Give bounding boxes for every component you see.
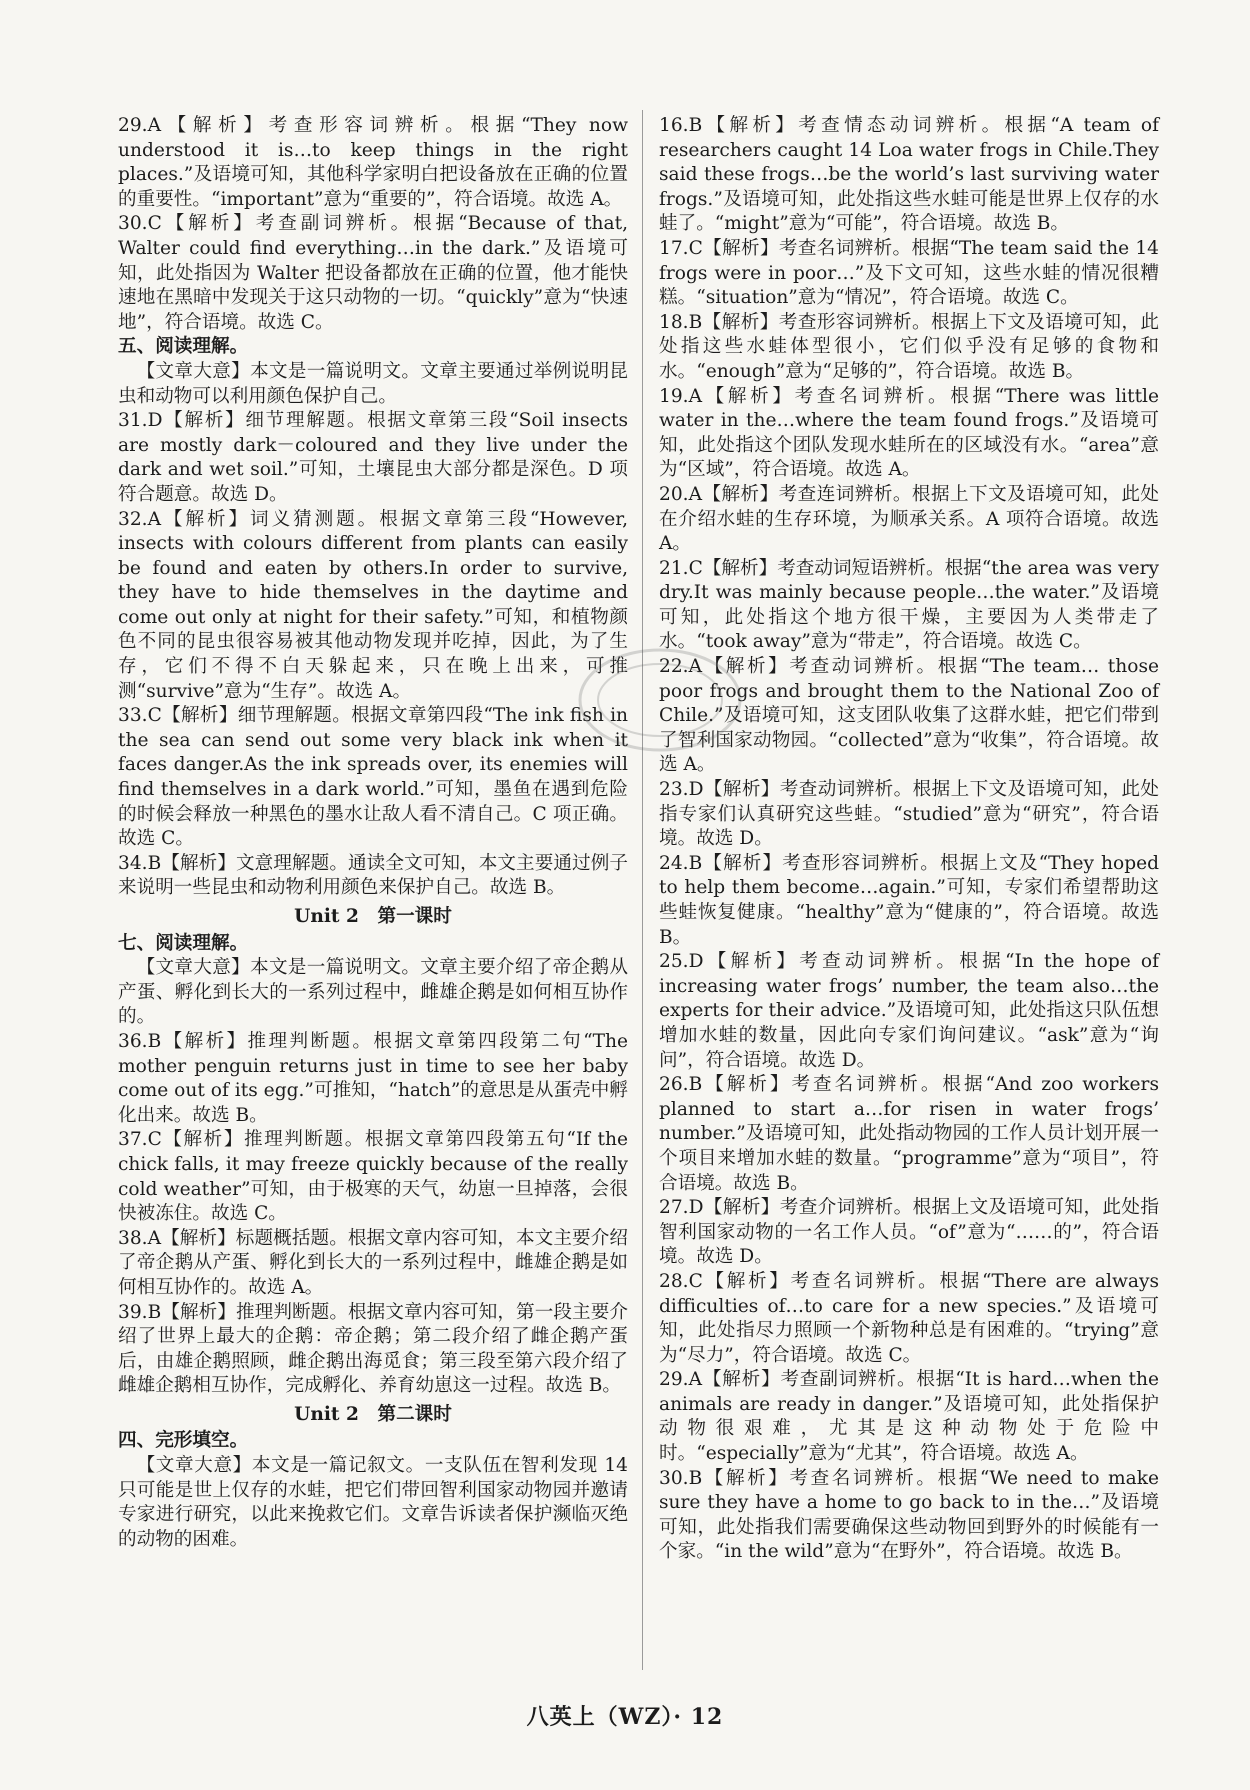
answer-item [659, 311, 1159, 385]
answer-number: 17.C [659, 237, 703, 259]
answer-number: 29.A [659, 1369, 702, 1391]
answer-item [118, 114, 628, 212]
answer-number: 26.B [659, 1074, 703, 1096]
answer-explanation: 【解析】标题概括题。根据文章内容可知，本文主要介绍了帝企鹅从产蛋、孵化到长大的一系列过程中，雌雄企鹅是如何相互协作的。故选 A。 [118, 1227, 628, 1298]
answer-explanation: 【解析】推理判断题。根据文章内容可知，第一段主要介绍了世界上最大的企鹅：帝企鹅；第二段介绍了雌企鹅产蛋后，由雄企鹅照顾，雌企鹅出海觅食；第三段至第六段介绍了雌雄企鹅相互协作，完成孵化、养育幼崽这一过程。故选 B。 [118, 1301, 628, 1397]
answer-number: 32.A [118, 508, 161, 530]
answer-explanation: 【解析】细节理解题。根据文章第四段“The ink fish in the sea can send out some very black ink when it faces danger.As the ink spreads over, its enemies will find themselves in a dark world.”可知，墨鱼在遇到危险的时候会释放一种黑色的墨水让敌人看不清自己。C 项正确。故选 C。 [118, 705, 628, 850]
answer-number: 24.B [659, 852, 703, 874]
answer-number: 28.C [659, 1270, 703, 1292]
right-column [659, 114, 1159, 1565]
answer-number: 33.C [118, 705, 162, 727]
answer-number: 30.C [118, 213, 162, 235]
answer-item [118, 852, 628, 901]
answer-explanation: 【解析】词义猜测题。根据文章第三段“However, insects with colours different from plants can easily be found and eaten by others.In order to survive, they have to hide themselves in the daytime and come out only at night for their safety.”可知，和植物颜色不同的昆虫很容易被其他动物发现并吃掉，因此，为了生存，它们不得不白天躲起来，只在晚上出来，可推测“survive”意为“生存”。故选 A。 [118, 508, 628, 702]
unit-heading: Unit 2 第二课时 [294, 1403, 452, 1425]
answer-number: 19.A [659, 385, 702, 407]
answer-item [659, 1270, 1159, 1368]
answer-item [659, 1196, 1159, 1270]
answer-number: 25.D [659, 951, 704, 973]
answer-item [659, 1073, 1159, 1196]
column-divider [642, 110, 643, 1670]
answer-item [659, 1368, 1159, 1466]
answer-number: 36.B [118, 1030, 162, 1052]
answer-item [659, 483, 1159, 557]
answer-item [118, 1030, 628, 1128]
answer-number: 34.B [118, 852, 162, 874]
section-heading: 四、完形填空。 [118, 1430, 249, 1452]
answer-explanation: 【解析】推理判断题。根据文章第四段第五句“If the chick falls, it may freeze quickly because of the really cold weather”可知，由于极寒的天气，幼崽一旦掉落，会很快被冻住。故选 C。 [118, 1129, 628, 1225]
section-heading: 七、阅读理解。 [118, 932, 249, 954]
answer-number: 30.B [659, 1467, 703, 1489]
left-column [118, 114, 628, 1552]
answer-item [659, 778, 1159, 852]
answer-item [118, 409, 628, 507]
answer-explanation: 【解析】考查形容词辨析。根据上文及“They hoped to help them become…again.”可知，专家们希望帮助这些蛙恢复健康。“healthy”意为“健康的”，符合语境。故选 B。 [659, 852, 1159, 948]
answer-explanation: 【解析】考查动词短语辨析。根据“the area was very dry.It was mainly because people…the water.”及语境可知，此处指这个地方很干燥，主要因为人类带走了水。“took away”意为“带走”，符合语境。故选 C。 [659, 557, 1159, 653]
answer-number: 38.A [118, 1227, 161, 1249]
answer-explanation: 【解析】考查名词辨析。根据“We need to make sure they have a home to go back to in the…”及语境可知，此处指我们需要确保这些动物回到野外的时候能有一个家。“in the wild”意为“在野外”，符合语境。故选 B。 [659, 1467, 1159, 1563]
answer-explanation: 【解析】考查名词辨析。根据“And zoo workers planned to start a…for risen in water frogs’ number.”及语境可知，此处指动物园的工作人员计划开展一个项目来增加水蛙的数量。“programme”意为“项目”，符合语境。故选 B。 [659, 1074, 1159, 1194]
answer-number: 29.A [118, 115, 161, 136]
watermark-stamp [570, 640, 750, 760]
article-summary: 【文章大意】本文是一篇记叙文。一支队伍在智利发现 14 只可能是世上仅存的水蛙，把它们带回智利国家动物园并邀请专家进行研究，以此来挽救它们。文章告诉读者保护濒临灭绝的动物的困难。 [118, 1455, 628, 1550]
answer-explanation: 【解析】考查副词辨析。根据“Because of that, Walter could find everything…in the dark.”及语境可知，此处指因为 Walter 把设备都放在正确的位置，他才能快速地在黑暗中发现关于这只动物的一切。“quickly”意为“快速地”，符合语境。故选 C。 [118, 213, 628, 333]
answer-explanation: 【解析】考查动词辨析。根据“The team… those poor frogs and brought them to the National Zoo of Chile.”及语境可知，这支团队收集了这群水蛙，把它们带到了智利国家动物园。“collected”意为“收集”，符合语境。故选 A。 [659, 656, 1159, 776]
answer-explanation: 【解析】考查形容词辨析。根据“They now understood it is…to keep things in the right places.”及语境可知，其他科学家明白把设备放在正确的位置的重要性。“important”意为“重要的”，符合语境。故选 A。 [118, 115, 628, 210]
article-summary: 【文章大意】本文是一篇说明文。文章主要通过举例说明昆虫和动物可以利用颜色保护自己。 [118, 360, 628, 407]
answer-explanation: 【解析】考查名词辨析。根据“The team said the 14 frogs were in poor…”及下文可知，这些水蛙的情况很糟糕。“situation”意为“情况”，符合语境。故选 C。 [659, 237, 1159, 309]
answer-item [118, 508, 628, 705]
answer-explanation: 【解析】考查名词辨析。根据“There are always difficulties of…to care for a new species.”及语境可知，此处指尽力照顾一个新物种总是有困难的。“trying”意为“尽力”，符合语境。故选 C。 [659, 1270, 1159, 1366]
answer-item [118, 1227, 628, 1301]
answer-item [659, 237, 1159, 311]
answer-number: 23.D [659, 779, 704, 801]
answer-number: 27.D [659, 1197, 704, 1219]
answer-explanation: 【解析】考查名词辨析。根据“There was little water in the…where the team found frogs.”及语境可知，此处指这个团队发现水蛙所在的区域没有水。“area”意为“区域”，符合语境。故选 A。 [659, 385, 1159, 481]
answer-item [118, 704, 628, 852]
answer-number: 18.B [659, 311, 703, 333]
answer-item [659, 852, 1159, 950]
answer-item [659, 114, 1159, 237]
answer-number: 21.C [659, 557, 703, 579]
answer-explanation: 【解析】细节理解题。根据文章第三段“Soil insects are mostly dark－coloured and they live under the dark and wet soil.”可知，土壤昆虫大部分都是深色。D 项符合题意。故选 D。 [118, 410, 628, 505]
answer-item [659, 385, 1159, 483]
answer-number: 31.D [118, 410, 163, 432]
unit-heading: Unit 2 第一课时 [294, 906, 452, 927]
page-footer: 八英上（WZ）· 12 [526, 1704, 724, 1730]
answer-item [659, 1467, 1159, 1565]
section-heading: 五、阅读理解。 [118, 336, 249, 358]
answer-explanation: 【解析】考查形容词辨析。根据上下文及语境可知，此处指这些水蛙体型很小，它们似乎没有足够的食物和水。“enough”意为“足够的”，符合语境。故选 B。 [659, 311, 1159, 382]
answer-explanation: 【解析】考查连词辨析。根据上下文及语境可知，此处在介绍水蛙的生存环境，为顺承关系。A 项符合语境。故选 A。 [659, 483, 1159, 555]
answer-item [659, 950, 1159, 1073]
answer-explanation: 【解析】推理判断题。根据文章第四段第二句“The mother penguin returns just in time to see her baby come out of its egg.”可推知，“hatch”的意思是从蛋壳中孵化出来。故选 B。 [118, 1030, 628, 1126]
answer-number: 37.C [118, 1129, 162, 1151]
answer-explanation: 【解析】考查动词辨析。根据上下文及语境可知，此处指专家们认真研究这些蛙。“studied”意为“研究”，符合语境。故选 D。 [659, 779, 1159, 850]
answer-explanation: 【解析】考查介词辨析。根据上文及语境可知，此处指智利国家动物的一名工作人员。“of”意为“……的”，符合语境。故选 D。 [659, 1197, 1159, 1268]
answer-number: 20.A [659, 483, 702, 505]
answer-explanation: 【解析】文意理解题。通读全文可知，本文主要通过例子来说明一些昆虫和动物利用颜色来保护自己。故选 B。 [118, 852, 628, 899]
answer-number: 22.A [659, 656, 702, 678]
answer-explanation: 【解析】考查副词辨析。根据“It is hard…when the animals are ready in danger.”及语境可知，此处指保护动物很艰难，尤其是这种动物处于危险中时。“especially”意为“尤其”，符合语境。故选 A。 [659, 1369, 1159, 1465]
answer-explanation: 【解析】考查动词辨析。根据“In the hope of increasing water frogs’ number, the team also…the experts for their advice.”及语境可知，此处指这只队伍想增加水蛙的数量，因此向专家们询问建议。“ask”意为“询问”，符合语境。故选 D。 [659, 951, 1159, 1071]
answer-item [118, 1301, 628, 1399]
answer-explanation: 【解析】考查情态动词辨析。根据“A team of researchers caught 14 Loa water frogs in Chile.They said these frogs…be the world’s last surviving water frogs.”及语境可知，此处指这些水蛙可能是世界上仅存的水蛙了。“might”意为“可能”，符合语境。故选 B。 [659, 115, 1159, 235]
answer-item [118, 1128, 628, 1226]
article-summary: 【文章大意】本文是一篇说明文。文章主要介绍了帝企鹅从产蛋、孵化到长大的一系列过程中，雌雄企鹅是如何相互协作的。 [118, 957, 628, 1028]
answer-number: 39.B [118, 1301, 162, 1323]
answer-number: 16.B [659, 115, 703, 136]
answer-item [118, 212, 628, 335]
